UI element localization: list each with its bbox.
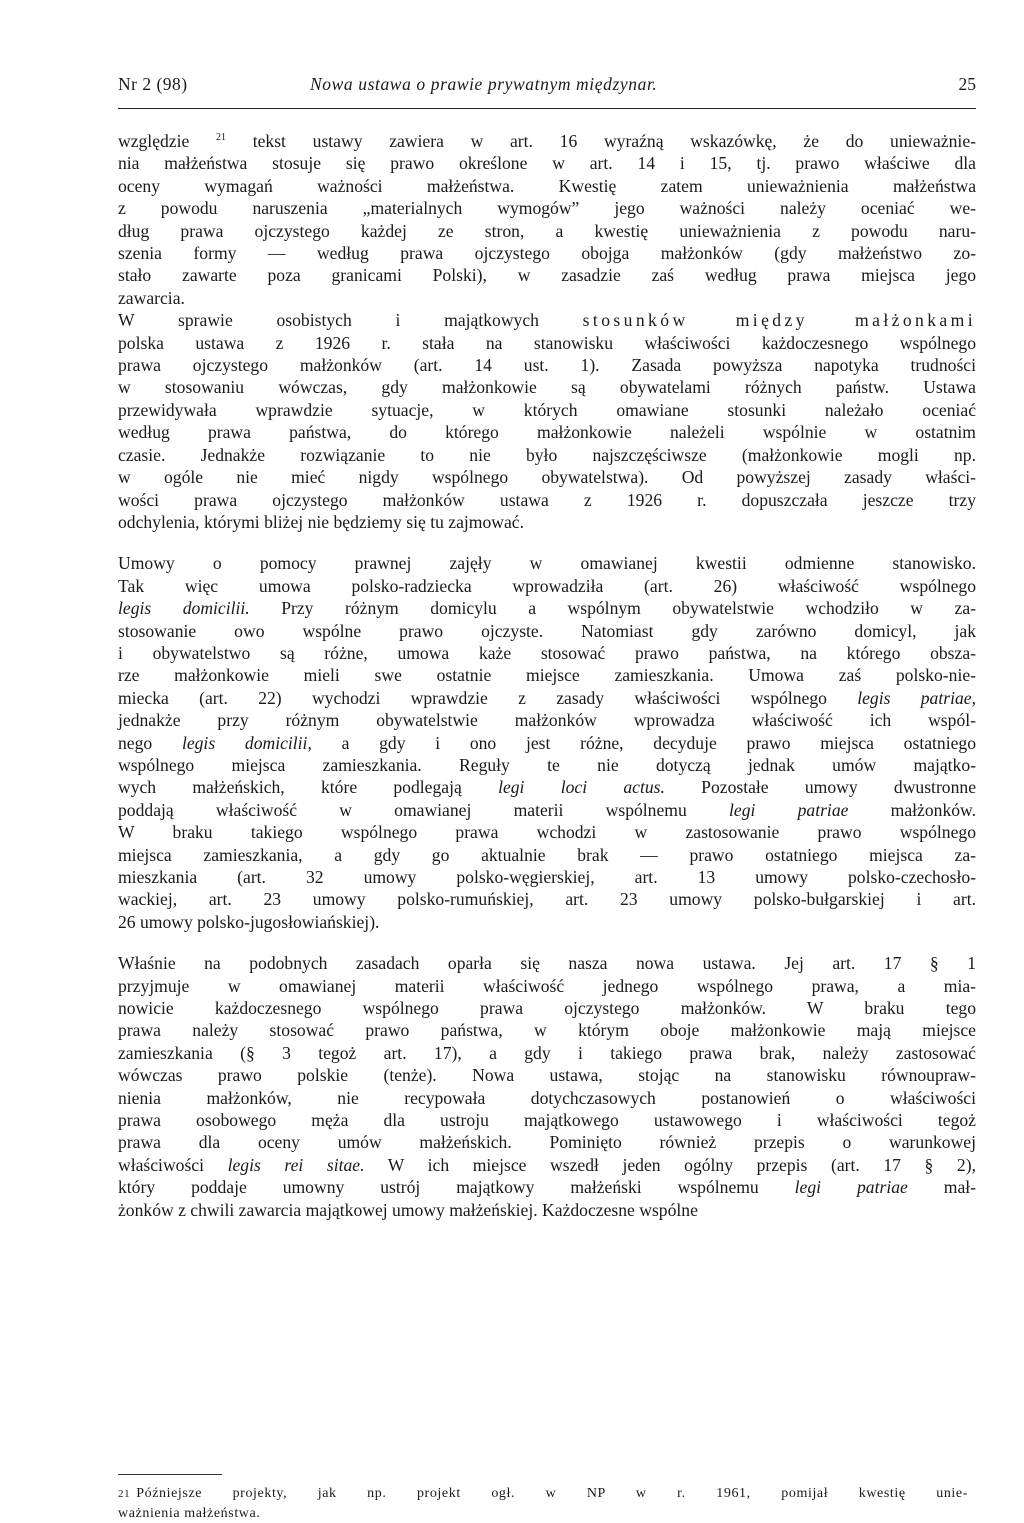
paragraph-gap [118,933,976,952]
text-line: wackiej, art. 23 umowy polsko-rumuńskiej, art. 23 umowy polsko-bułgarskiej i art. [118,889,976,910]
text-line: odchylenia, którymi bliżej nie będziemy się tu zajmować. [118,511,524,532]
text-line: W braku takiego wspólnego prawa wchodzi w zastosowanie prawo wspólnego [118,822,976,843]
text-line: oceny wymagań ważności małżeństwa. Kwestię zatem unieważnienia małżeństwa [118,175,976,196]
text-line: Umowy o pomocy prawnej zajęły w omawianej kwestii odmienne stanowisko. [118,553,976,574]
footnote-line: Późniejsze projekty, jak np. projekt ogł. w NP w r. 1961, pomijał kwestię unie- [136,1486,968,1501]
text-line: przyjmuje w omawianej materii właściwość jednego wspólnego prawa, a mia- [118,975,976,996]
text-line: nia małżeństwa stosuje się prawo określone w art. 14 i 15, tj. prawo właściwe dla [118,153,976,174]
latin-term: legi patriae [729,799,849,820]
text-line: w stosowaniu wówczas, gdy małżonkowie są obywatelami różnych państw. Ustawa [118,377,976,398]
issue-number: Nr 2 (98) [118,74,188,94]
text-line: miejsca zamieszkania, a gdy go aktualnie brak — prawo ostatniego miejsca za- [118,844,976,865]
text-line: zamieszkania (§ 3 tegoż art. 17), a gdy i takiego prawa brak, należy zastosować [118,1042,976,1063]
paragraph [118,130,976,309]
header-rule [118,108,976,109]
latin-term: legis patriae, [857,687,976,708]
text-line: Tak więc umowa polsko-radziecka wprowadziła (art. 26) właściwość wspólnego [118,575,976,596]
text-line: 26 umowy polsko-jugosłowiańskiej). [118,911,380,932]
text-line: dług prawa ojczystego każdej ze stron, a kwestię unieważnienia z powodu naru- [118,220,976,241]
footnote-line: ważnienia małżeństwa. [118,1506,261,1521]
text-line: w ogóle nie mieć nigdy wspólnego obywatelstwa). Od powyższej zasady właści- [118,467,976,488]
page-number: 25 [958,74,976,94]
paragraph [118,309,976,533]
text-line: przewidywała wprawdzie sytuacje, w których omawiane stosunki należało oceniać [118,399,976,420]
text-line: względzie $^{21}$ tekst ustawy zawiera w art. 16 wyraźną wskazówkę, że do unieważnie- [118,131,976,151]
text-line: zawarcia. [118,287,185,308]
text-line: stosowanie owo wspólne prawo ojczyste. Natomiast gdy zarówno domicyl, jak [118,620,976,641]
latin-term: legis domicilii, [181,732,312,753]
text-line: nego legis domicilii, a gdy i ono jest różne, decyduje prawo miejsca ostatniego [118,732,976,753]
text-line: prawa należy stosować prawo państwa, w którym oboje małżonkowie mają miejsce [118,1020,976,1041]
text-line: wspólnego miejsca zamieszkania. Reguły te nie dotyczą jednak umów majątko- [118,754,976,775]
text-line: polska ustawa z 1926 r. stała na stanowisku właściwości każdoczesnego wspólnego [118,332,976,353]
text-line: i obywatelstwo są różne, umowa każe stosować prawo państwa, na którego obsza- [118,642,976,663]
text-line: Właśnie na podobnych zasadach oparła się nasza nowa ustawa. Jej art. 17 § 1 [118,953,976,974]
text-line: szenia formy — według prawa ojczystego obojga małżonków (gdy małżeństwo zo- [118,243,976,264]
footnote-reference: 21 [216,132,227,144]
text-line: właściwości legis rei sitae. W ich miejsce wszedł jeden ogólny przepis (art. 17 § 2), [118,1154,976,1175]
text-line: z powodu naruszenia „materialnych wymogów” jego ważności należy oceniać we- [118,198,976,219]
running-title: Nowa ustawa o prawie prywatnym międzynar. [310,74,658,94]
footnote [118,1484,968,1523]
paragraph [118,952,976,1221]
footnote-rule [118,1474,222,1475]
paragraph [118,552,976,933]
text-line: według prawa państwa, do którego małżonkowie należeli wspólnie w ostatnim [118,422,976,443]
latin-term: legis rei sitae. [227,1154,365,1175]
text-line: mieszkania (art. 32 umowy polsko-węgierskiej, art. 13 umowy polsko-czechosło- [118,867,976,887]
text-line: rze małżonkowie mieli swe ostatnie miejsce zamieszkania. Umowa zaś polsko-nie- [118,665,976,686]
text-line: prawa ojczystego małżonków (art. 14 ust. 1). Zasada powyższa napotyka trudności [118,355,976,376]
text-line: wych małżeńskich, które podlegają legi loci actus. Pozostałe umowy dwustronne [118,777,977,798]
emphasized-term: stosunków między małżonkami [582,310,976,331]
main-text [118,130,976,1221]
text-line: W sprawie osobistych i majątkowych stosunków między małżonkami [118,310,976,331]
text-line: stało zawarte poza granicami Polski), w zasadzie zaś według prawa miejsca jego [118,265,976,286]
paragraph-gap [118,533,976,552]
text-line: wówczas prawo polskie (tenże). Nowa ustawa, stojąc na stanowisku równoupraw- [118,1065,976,1086]
text-line: żonków z chwili zawarcia majątkowej umowy małżeńskiej. Każdoczesne wspólne [118,1199,698,1220]
text-line: czasie. Jednakże rozwiązanie to nie było najszczęściwsze (małżonkowie mogli np. [118,444,976,465]
text-line: legis domicilii. Przy różnym domicylu a wspólnym obywatelstwie wchodziło w za- [118,598,976,619]
text-line: wości prawa ojczystego małżonków ustawa z 1926 r. dopuszczała jeszcze trzy [118,489,976,510]
footnote-number: 21 [118,1488,131,1500]
text-line: poddają właściwość w omawianej materii wspólnemu legi patriae małżonków. [118,799,977,820]
text-line: nowicie każdoczesnego wspólnego prawa ojczystego małżonków. W braku tego [118,998,976,1019]
running-header [118,74,976,104]
text-line: nienia małżonków, nie recypowała dotychczasowych postanowień o właściwości [118,1087,976,1108]
text-line: prawa osobowego męża dla ustroju majątkowego ustawowego i właściwości tegoż [118,1110,976,1131]
text-line: miecka (art. 22) wychodzi wprawdzie z zasady właściwości wspólnego legis patriae, [118,687,976,708]
latin-term: legi patriae [794,1177,908,1198]
text-line: który poddaje umowny ustrój majątkowy małżeński wspólnemu legi patriae mał- [118,1177,977,1198]
text-line: jednakże przy różnym obywatelstwie małżonków wprowadza właściwość ich wspól- [118,710,976,731]
latin-term: legis domicilii. [118,598,250,619]
latin-term: legi loci actus. [498,777,665,798]
text-line: prawa dla oceny umów małżeńskich. Pominięto również przepis o warunkowej [118,1132,976,1153]
